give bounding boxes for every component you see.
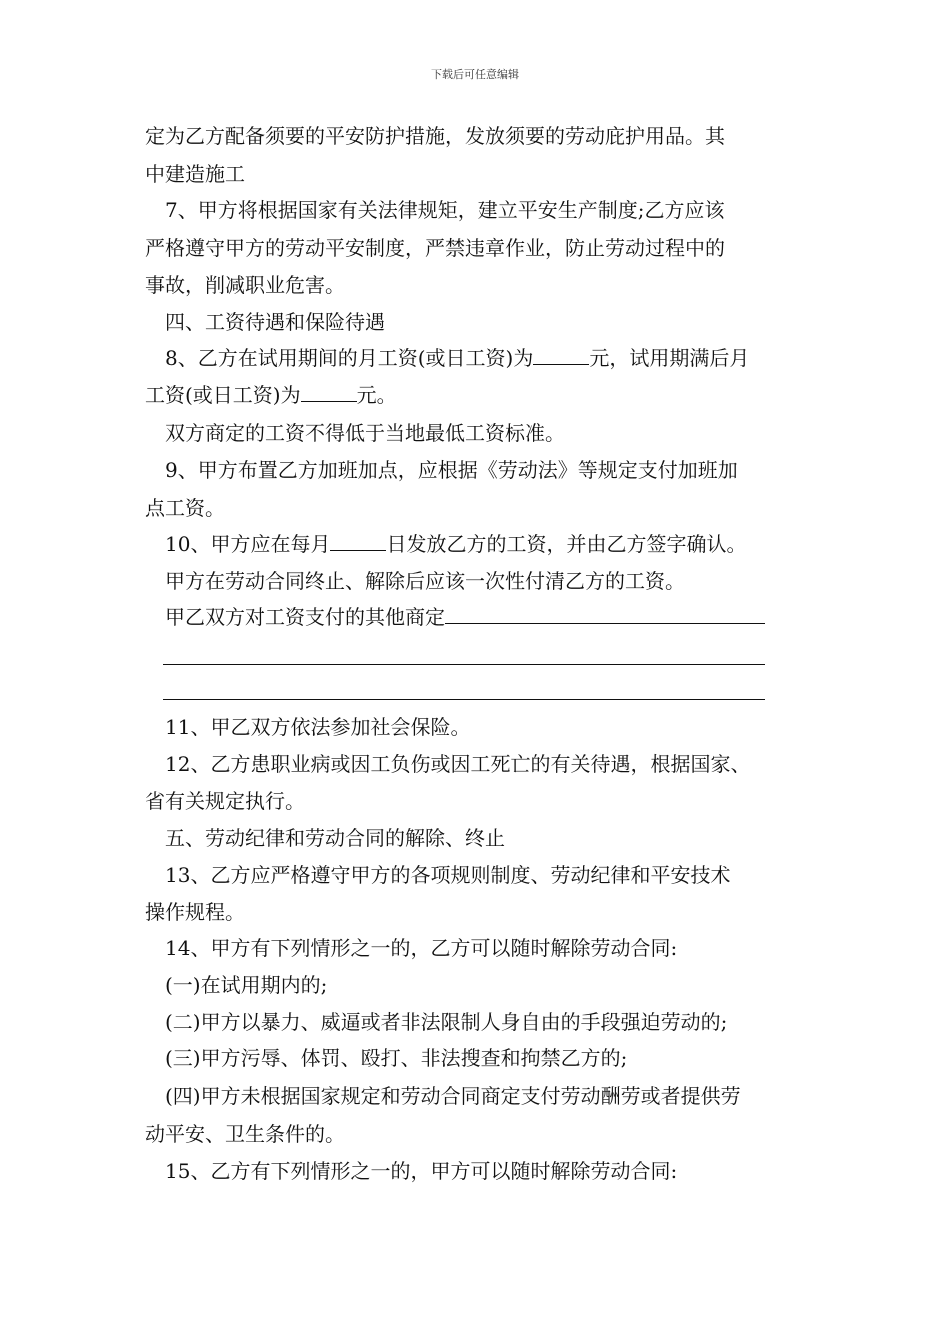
section-heading [165,310,385,334]
line-text: (二)甲方以暴力、威逼或者非法限制人身自由的手段强迫劳动的; [165,1010,728,1034]
line-text: 8、乙方在试用期间的月工资(或日工资)为 [165,346,534,370]
text-line [165,936,677,960]
blank-line [163,664,765,665]
line-text: 点工资。 [145,496,225,520]
list-item [165,1084,741,1108]
text-line [145,383,397,407]
list-item [165,1010,727,1034]
line-text: 9、甲方布置乙方加班加点，应根据《劳动法》等规定支付加班加 [165,458,738,482]
text-line [145,1122,345,1146]
line-text: 工资(或日工资)为 [145,383,301,407]
text-line [165,346,749,370]
fill-blank [301,383,357,402]
text-line [165,752,750,776]
line-text: 双方商定的工资不得低于当地最低工资标准。 [165,421,565,445]
list-item [165,1046,627,1070]
text-line [165,715,470,739]
line-text: 元，试用期满后月 [589,346,750,370]
fill-blank [330,532,386,551]
line-text: 事故，削减职业危害。 [145,273,345,297]
line-text: 省有关规定执行。 [145,789,305,813]
blank-line [163,699,765,700]
text-line [165,569,685,593]
text-line [145,124,725,148]
text-line [165,863,730,887]
text-line [165,421,565,445]
line-text: 甲方在劳动合同终止、解除后应该一次性付清乙方的工资。 [165,569,685,593]
line-text: 15、乙方有下列情形之一的，甲方可以随时解除劳动合同: [165,1159,678,1183]
line-text: 元。 [356,383,397,407]
text-line [145,162,245,186]
line-text: 10、甲方应在每月 [165,532,331,556]
line-text: (一)在试用期内的; [165,973,328,997]
section-heading [165,826,505,850]
line-text: 13、乙方应严格遵守甲方的各项规则制度、劳动纪律和平安技术 [165,863,731,887]
text-line [165,458,738,482]
text-line [165,198,724,222]
line-text: (四)甲方未根据国家规定和劳动合同商定支付劳动酬劳或者提供劳 [165,1084,741,1108]
line-text: 11、甲乙双方依法参加社会保险。 [165,715,471,739]
line-text: (三)甲方污辱、体罚、殴打、非法搜查和拘禁乙方的; [165,1046,628,1070]
line-text: 12、乙方患职业病或因工负伤或因工死亡的有关待遇，根据国家、 [165,752,751,776]
fill-blank [445,605,765,624]
line-text: 7、甲方将根据国家有关法律规矩，建立平安生产制度;乙方应该 [165,198,725,222]
text-line [145,789,305,813]
text-line [145,273,345,297]
line-text: 中建造施工 [145,162,245,186]
line-text: 甲乙双方对工资支付的其他商定 [165,605,445,629]
line-text: 五、劳动纪律和劳动合同的解除、终止 [165,826,505,850]
text-line [145,236,725,260]
list-item [165,973,327,997]
line-text: 四、工资待遇和保险待遇 [165,310,385,334]
line-text: 操作规程。 [145,900,245,924]
text-line [165,1159,677,1183]
text-line [165,605,765,629]
fill-blank [533,346,589,365]
text-line [145,496,225,520]
text-line [145,900,245,924]
line-text: 严格遵守甲方的劳动平安制度，严禁违章作业，防止劳动过程中的 [145,236,725,260]
text-line [165,532,746,556]
line-text: 14、甲方有下列情形之一的，乙方可以随时解除劳动合同: [165,936,678,960]
line-text: 动平安、卫生条件的。 [145,1122,345,1146]
line-text: 定为乙方配备须要的平安防护措施，发放须要的劳动庇护用品。其 [145,124,725,148]
line-text: 日发放乙方的工资，并由乙方签字确认。 [386,532,747,556]
page-header: 下载后可任意编辑 [431,68,519,81]
